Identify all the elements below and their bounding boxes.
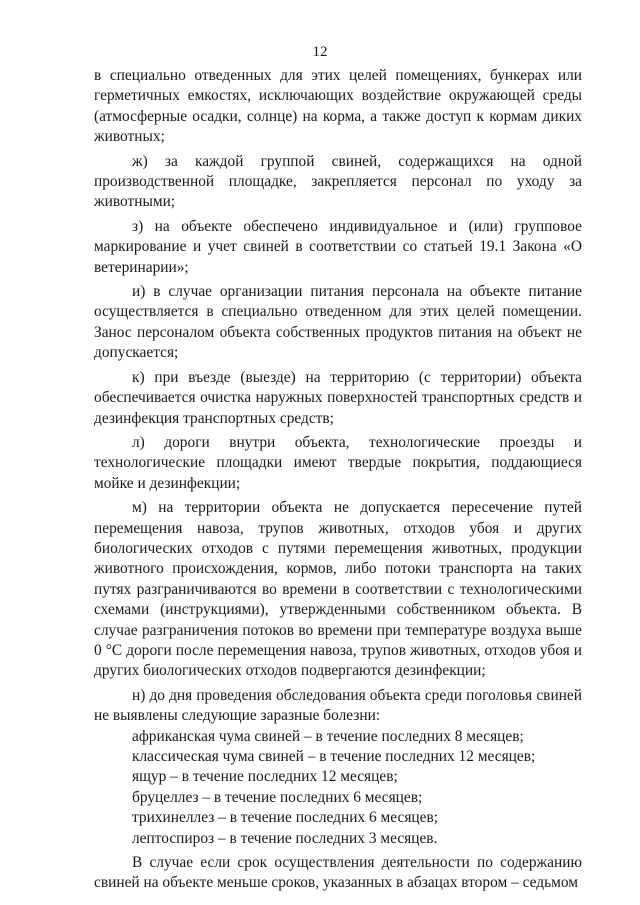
page-number: 12: [312, 44, 328, 60]
paragraph-i: и) в случае организации питания персонала на объекте питание осуществляется в специально отведенном для этих целей помещении. Занос персоналом объекта собственных продуктов питания на объект не допускается;: [94, 283, 582, 362]
disease-list: [94, 727, 582, 849]
paragraph-m: м) на территории объекта не допускается пересечение путей перемещения навоза, трупов животных, отходов убоя и других биологических отходов с путями перемещения животных, продукции животного происхождения, кормов, либо потоки транспорта на таких путях разграничиваются во времени в соответствии с технологическими схемами (инструкциями), утвержденными собственником объекта. В случае разграничения потоков во времени при температуре воздуха выше 0 °C дороги после перемещения навоза, трупов животных, отходов убоя и других биологических отходов подвергаются дезинфекции;: [94, 499, 582, 680]
paragraph-k: к) при въезде (выезде) на территорию (с территории) объекта обеспечивается очистка наружных поверхностей транспортных средств и дезинфекция транспортных средств;: [94, 368, 582, 427]
list-item: трихинеллез – в течение последних 6 месяцев;: [132, 809, 439, 827]
list-item: африканская чума свиней – в течение последних 8 месяцев;: [132, 727, 524, 745]
list-item: лептоспироз – в течение последних 3 месяцев.: [132, 829, 438, 847]
paragraph-zh: ж) за каждой группой свиней, содержащихся на одной производственной площадке, закрепляется персонал по уходу за животными;: [94, 152, 582, 211]
list-item: классическая чума свиней – в течение последних 12 месяцев;: [132, 748, 536, 765]
paragraph-n: н) до дня проведения обследования объекта среди поголовья свиней не выявлены следующие заразные болезни:: [94, 686, 582, 725]
paragraph-l: л) дороги внутри объекта, технологические проезды и технологические площадки имеют твердые покрытия, поддающиеся мойке и дезинфекции;: [94, 433, 582, 492]
document-body: [94, 66, 582, 894]
paragraph-z: з) на объекте обеспечено индивидуальное и (или) групповое маркирование и учет свиней в соответствии со статьей 19.1 Закона «О ветеринарии»;: [94, 217, 582, 276]
paragraph-continuation: в специально отведенных для этих целей помещениях, бункерах или герметичных емкостях, исключающих воздействие окружающей среды (атмосферные осадки, солнце) на корма, а также доступ к кормам диких животных;: [94, 67, 582, 146]
list-item: бруцеллез – в течение последних 6 месяцев;: [132, 788, 423, 806]
paragraph-closing: В случае если срок осуществления деятельности по содержанию свиней на объекте меньше сроков, указанных в абзацах втором – седьмом: [94, 854, 582, 892]
list-item: ящур – в течение последних 12 месяцев;: [132, 768, 398, 786]
